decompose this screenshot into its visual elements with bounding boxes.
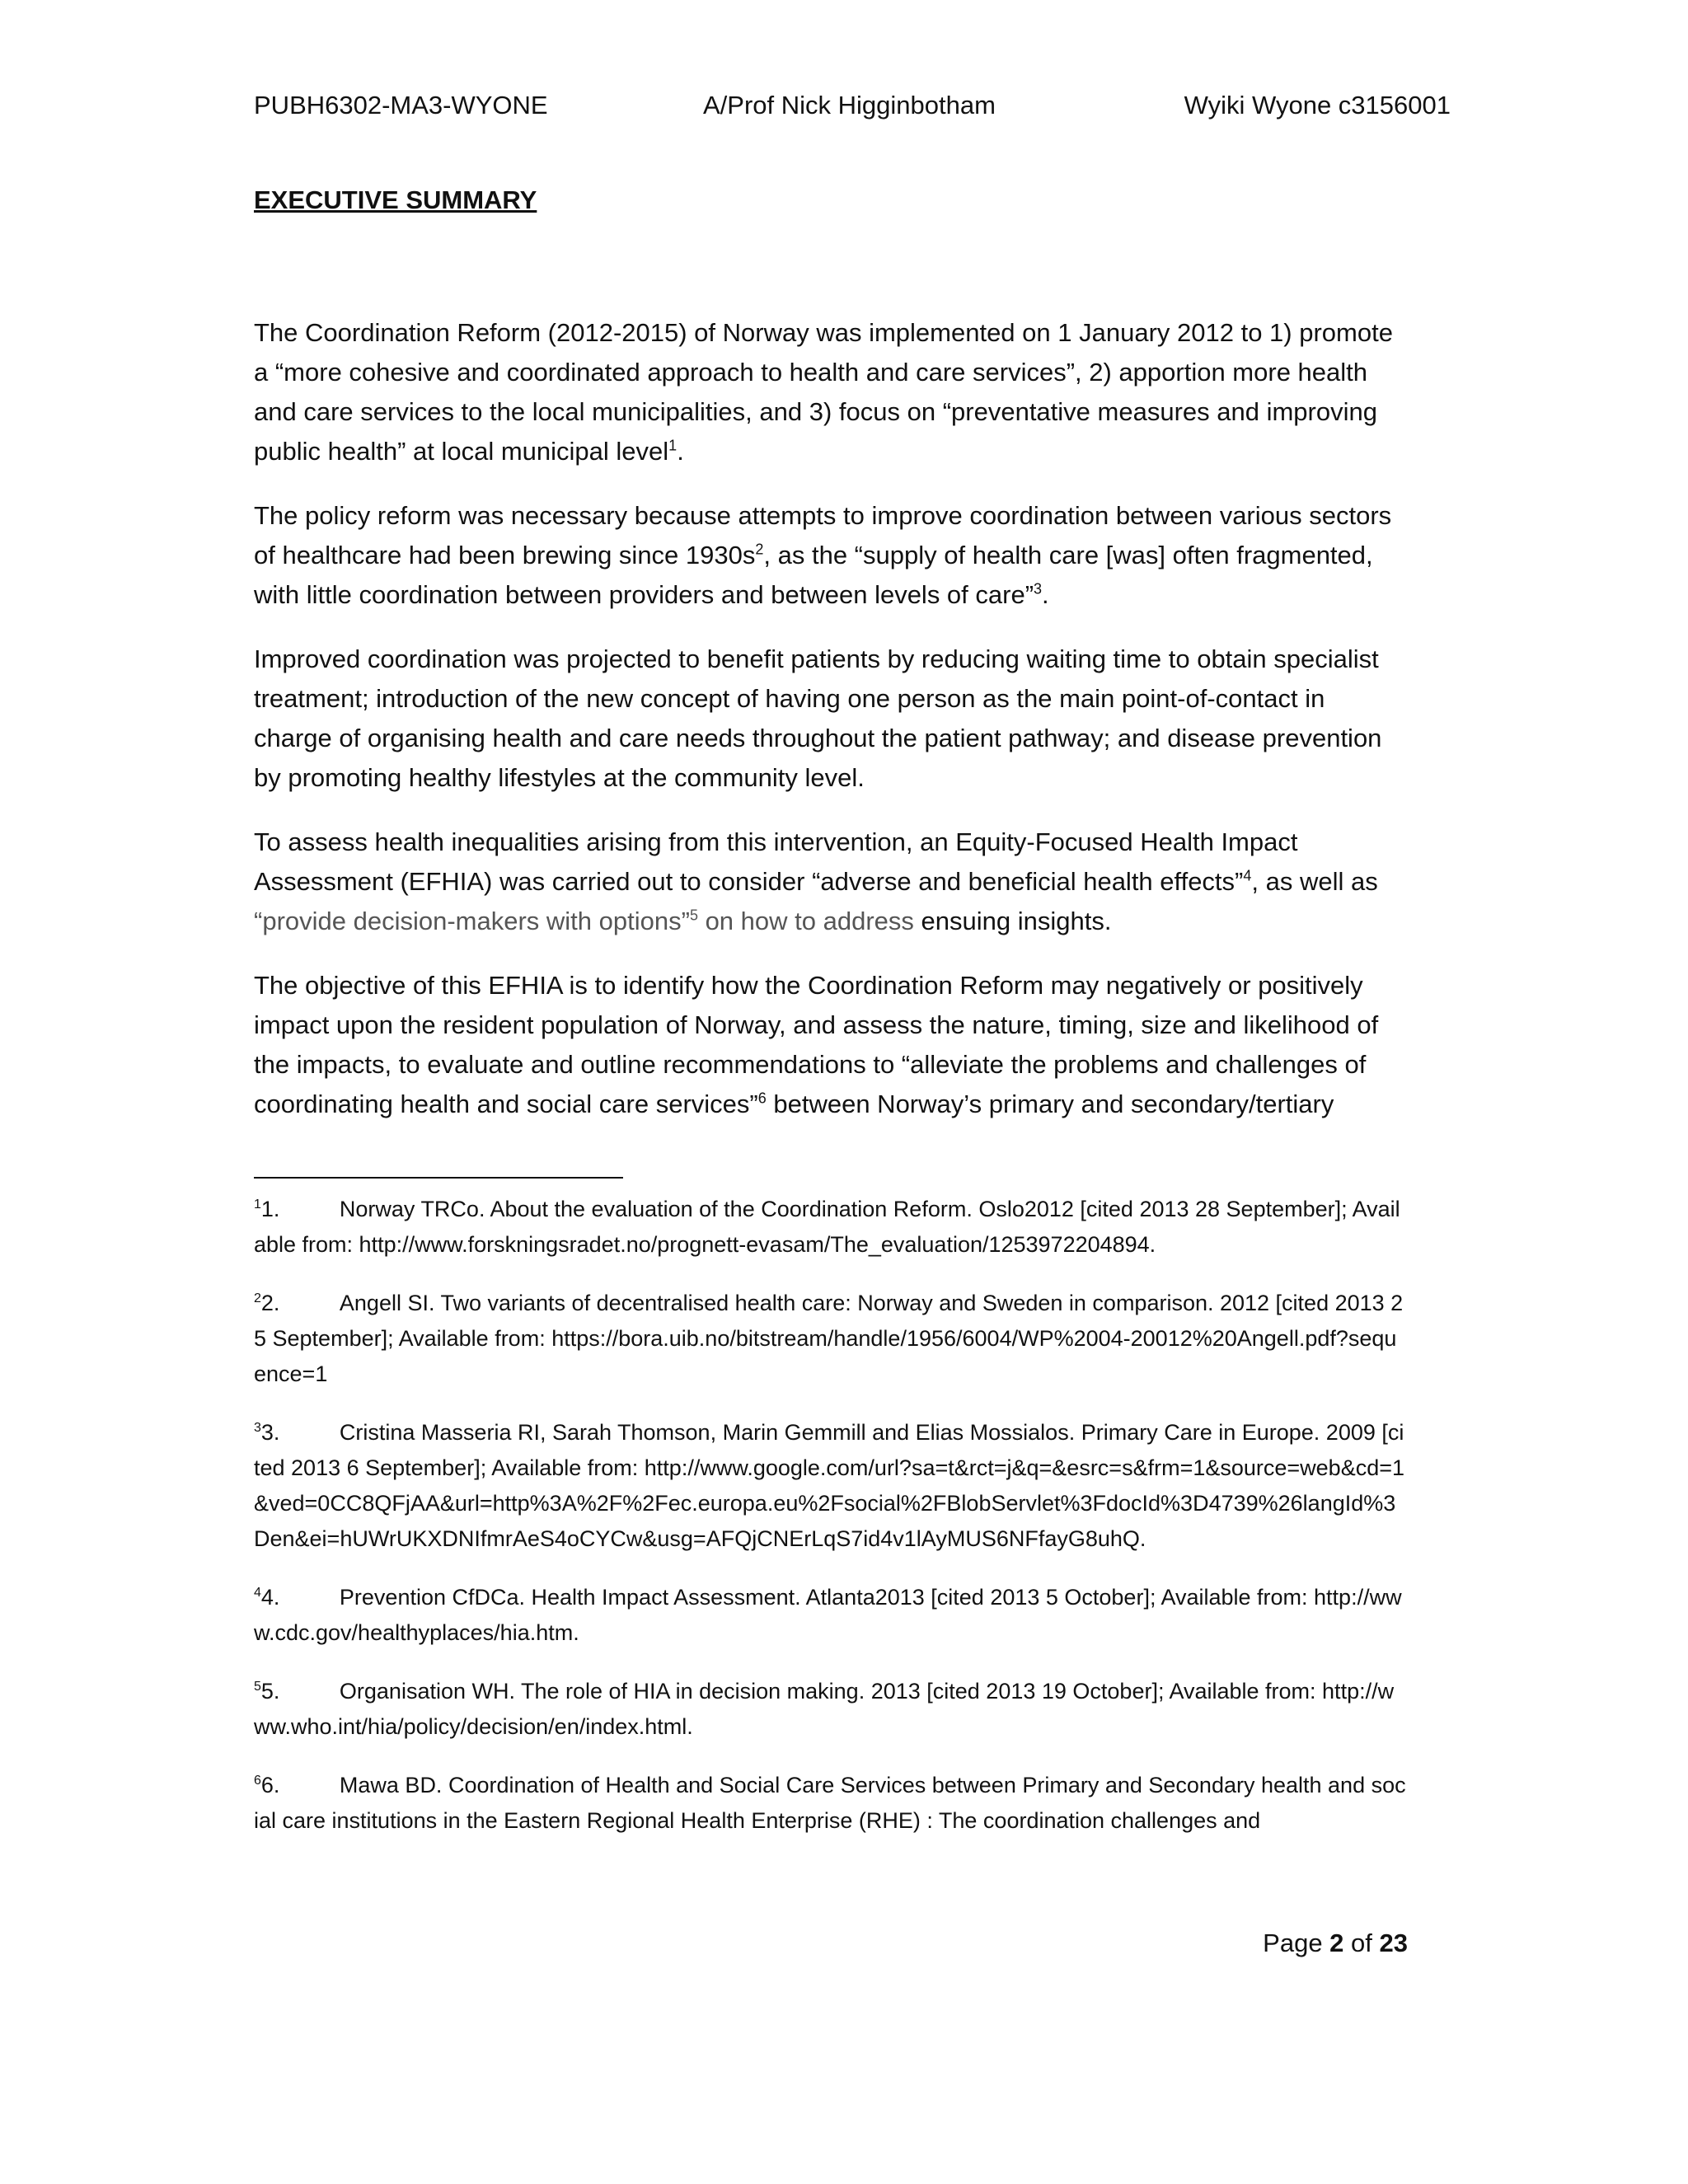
footnote-separator bbox=[254, 1177, 623, 1179]
footnote-6: $^6$6. Mawa BD. Coordination of Health and Social Care Services between Primary and Secondary health and social care institutions in the Eastern Regional Health Enterprise (RHE) : The coordination challenges and bbox=[254, 1773, 1406, 1833]
page-number: Page 2 of 23 bbox=[1263, 1929, 1408, 1957]
footnote-ref-2[interactable]: 2 bbox=[755, 541, 764, 558]
paragraph-1: The Coordination Reform (2012-2015) of Norway was implemented on 1 January 2012 to 1) promote a “more cohesive and coordinated approach to health and care services”, 2) apportion more health and care services to the local municipalities, and 3) focus on “preventative measures and improving public health” at local municipal level$^1$. bbox=[254, 318, 1393, 466]
paragraph-2: The policy reform was necessary because attempts to improve coordination between various sectors of healthcare had been brewing since $1930s^2$, as the “supply of health care [was] often fragmented, with little coordination between providers and between levels of care”$^3$. bbox=[254, 501, 1392, 609]
footnote-ref-5[interactable]: 5 bbox=[689, 907, 698, 924]
paragraph-4: To assess health inequalities arising from this intervention, an Equity-Focused Health Impact Assessment (EFHIA) was carried out to consider “adverse and beneficial health effects”$^4$, as well as “provide decision-makers with options”$^5$ on how to address ensuing insights. bbox=[254, 827, 1378, 935]
header-instructor: A/Prof Nick Higginbotham bbox=[703, 91, 996, 120]
footnote-4: $^4$4. Prevention CfDCa. Health Impact Assessment. Atlanta2013 [cited 2013 5 October]; Available from: http://www.cdc.gov/healthyplaces/hia.htm. bbox=[254, 1585, 1402, 1645]
current-page: 2 bbox=[1329, 1929, 1344, 1957]
header-course-code: PUBH6302-MA3-WYONE bbox=[254, 91, 548, 120]
footnotes bbox=[254, 1192, 1408, 1862]
footnote-1: $^1$1. Norway TRCo. About the evaluation of the Coordination Reform. Oslo2012 [cited 2013 28 September]; Available from: http://www.forskningsradet.no/prognett-evasam/The_evaluation/1253972204894. bbox=[254, 1197, 1400, 1257]
footnote-ref-1[interactable]: 1 bbox=[668, 437, 678, 454]
footnote-ref-3[interactable]: 3 bbox=[1034, 580, 1043, 598]
footnote-ref-4[interactable]: 4 bbox=[1243, 867, 1252, 884]
footnote-5: $^5$5. Organisation WH. The role of HIA in decision making. 2013 [cited 2013 19 October]; Available from: http://www.who.int/hia/policy/decision/en/index.html. bbox=[254, 1679, 1395, 1739]
paragraph-3: Improved coordination was projected to benefit patients by reducing waiting time to obtain specialist treatment; introduction of the new concept of having one person as the main point-of-contact in charge of organising health and care needs throughout the patient pathway; and disease prevention by promoting healthy lifestyles at the community level. bbox=[254, 644, 1382, 792]
header-author: Wyiki Wyone c3156001 bbox=[1184, 91, 1451, 120]
footnote-3: $^3$3. Cristina Masseria RI, Sarah Thomson, Marin Gemmill and Elias Mossialos. Primary Care in Europe. 2009 [cited 2013 6 September]; Available from: http://www.google.com/url?sa=t&rct=j&q=&esrc=s&frm=1&source=web&cd=1&ved=0CC8QFjAA&url=http%3A%2F%2Fec.europa.eu%2Fsocial%2FBlobServlet%3FdocId%3D4739%26langId%3Den&ei=hUWrUKXDNIfmrAeS4oCYCw&usg=AFQjCNErLqS7id4v1lAyMUS6NFfayG8uhQ. bbox=[254, 1420, 1405, 1551]
footnote-ref-6[interactable]: 6 bbox=[757, 1090, 767, 1107]
page-header bbox=[254, 91, 1451, 127]
footnote-2: $^2$2. Angell SI. Two variants of decentralised health care: Norway and Sweden in comparison. 2012 [cited 2013 25 September]; Available from: https://bora.uib.no/bitstream/handle/1956/6004/WP%2004-20012%20Angell.pdf?sequence=1 bbox=[254, 1291, 1404, 1386]
total-pages: 23 bbox=[1379, 1929, 1408, 1957]
section-title: EXECUTIVE SUMMARY bbox=[254, 185, 537, 214]
paragraph-5: The objective of this EFHIA is to identify how the Coordination Reform may negatively or positively impact upon the resident population of Norway, and assess the nature, timing, size and likelihood of the impacts, to evaluate and outline recommendations to “alleviate the problems and challenges of coordinating health and social care services”$^6$ between Norway’s primary and secondary/tertiary bbox=[254, 971, 1379, 1118]
body-text bbox=[254, 313, 1408, 1124]
